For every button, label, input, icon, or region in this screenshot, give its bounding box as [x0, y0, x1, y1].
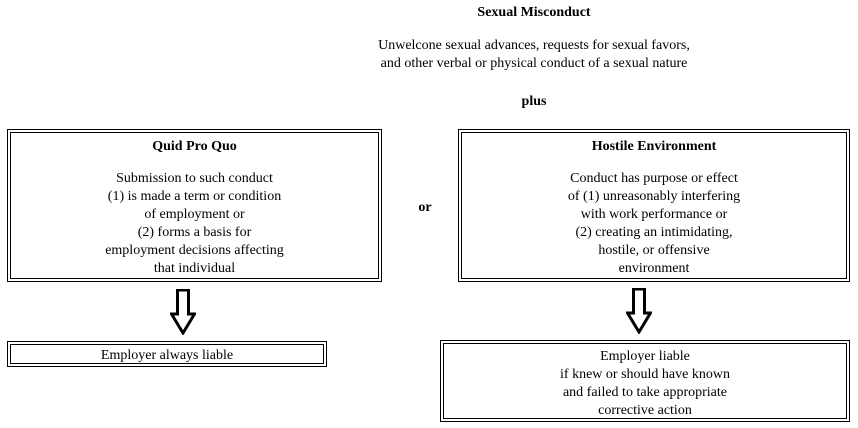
quid-pro-quo-line: (2) forms a basis for [137, 225, 252, 240]
hostile-environment-line: with work performance or [580, 207, 728, 222]
quid-pro-quo-line: of employment or [144, 207, 245, 222]
quid-pro-quo-line: Submission to such conduct [116, 171, 273, 186]
hostile-environment-title: Hostile Environment [591, 139, 717, 154]
employer-liable-line: and failed to take appropriate [562, 385, 728, 400]
definition-line: and other verbal or physical conduct of a sexual nature [380, 56, 688, 71]
employer-liable-line: if knew or should have known [560, 367, 730, 382]
hostile-environment-box-inner [461, 132, 847, 279]
hostile-environment-line: Conduct has purpose or effect [570, 171, 738, 186]
employer-always-liable-box [7, 341, 327, 367]
quid-pro-quo-line: (1) is made a term or condition [107, 189, 282, 204]
employer-always-liable-text: Employer always liable [10, 344, 324, 364]
hostile-environment-line: environment [618, 261, 690, 276]
employer-liable-conditional-box [440, 340, 850, 422]
plus-label: plus [521, 94, 547, 109]
hostile-environment-box [458, 129, 850, 282]
quid-pro-quo-box-inner [10, 132, 379, 279]
arrow-down-icon [626, 288, 652, 334]
quid-pro-quo-line: that individual [153, 261, 236, 276]
hostile-environment-line: hostile, or offensive [598, 243, 710, 258]
quid-pro-quo-title: Quid Pro Quo [152, 139, 237, 154]
employer-liable-line: corrective action [598, 403, 692, 418]
quid-pro-quo-box [7, 129, 382, 282]
diagram-title: Sexual Misconduct [477, 5, 591, 20]
employer-liable-conditional-inner [443, 343, 847, 419]
employer-liable-line: Employer liable [600, 349, 690, 364]
hostile-environment-line: (2) creating an intimidating, [575, 225, 733, 240]
arrow-down-icon [170, 289, 196, 335]
hostile-environment-line: of (1) unreasonably interfering [567, 189, 741, 204]
misconduct-definition [334, 37, 734, 73]
quid-pro-quo-line: employment decisions affecting [105, 243, 284, 258]
or-connector: or [418, 200, 432, 215]
definition-line: Unwelcone sexual advances, requests for sexual favors, [378, 38, 690, 53]
